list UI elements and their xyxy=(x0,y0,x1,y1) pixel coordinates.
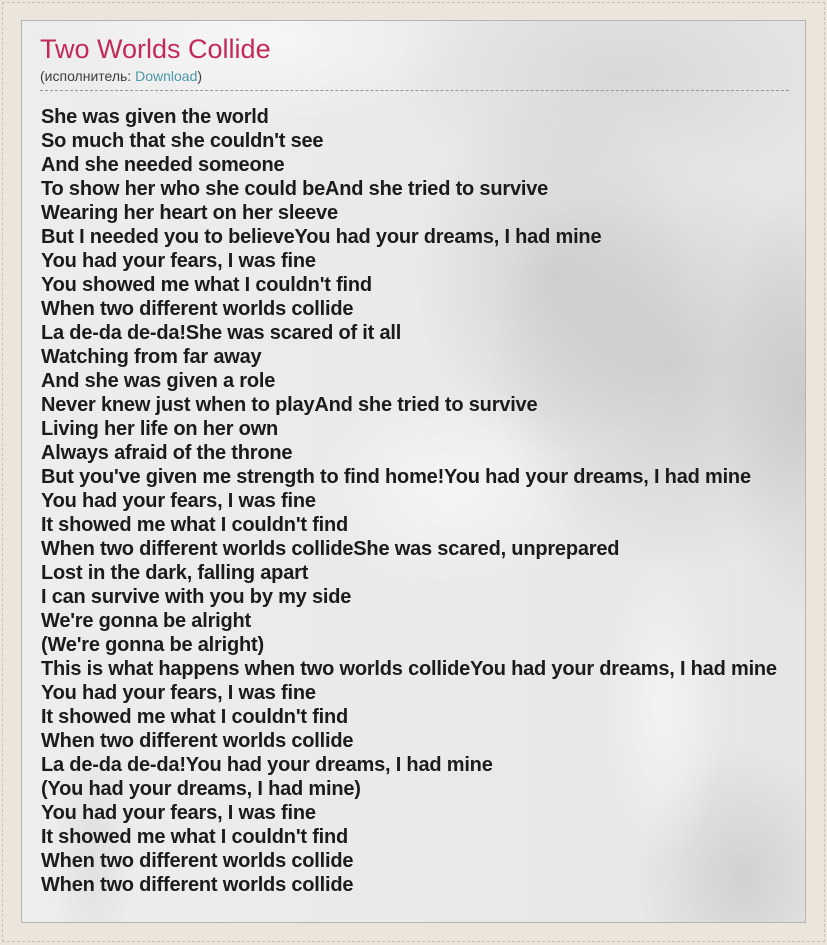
lyric-line: She was given the world xyxy=(41,106,269,128)
lyric-line: To show her who she could beAnd she tried to survive xyxy=(41,178,549,200)
lyric-line: Lost in the dark, falling apart xyxy=(41,562,309,584)
lyric-line: You had your fears, I was fine xyxy=(41,802,316,824)
header-separator xyxy=(40,90,789,91)
lyric-line: When two different worlds collideShe was scared, unprepared xyxy=(41,538,620,560)
lyrics-block xyxy=(22,105,805,897)
lyric-line: When two different worlds collide xyxy=(41,298,354,320)
lyric-line: But I needed you to believeYou had your dreams, I had mine xyxy=(41,226,602,248)
lyric-line: You showed me what I couldn't find xyxy=(41,274,372,296)
lyric-line: La de-da de-da!You had your dreams, I had mine xyxy=(41,754,493,776)
lyric-line: And she needed someone xyxy=(41,154,285,176)
artist-line xyxy=(40,67,789,85)
lyric-line: Wearing her heart on her sleeve xyxy=(41,202,338,224)
lyric-line: Living her life on her own xyxy=(41,418,279,440)
lyric-line: We're gonna be alright xyxy=(41,610,252,632)
lyric-line: When two different worlds collide xyxy=(41,730,354,752)
lyric-line: I can survive with you by my side xyxy=(41,586,352,608)
lyric-line: But you've given me strength to find home!You had your dreams, I had mine xyxy=(41,466,751,488)
artist-link[interactable]: Download xyxy=(135,68,198,84)
lyric-line: Never knew just when to playAnd she tried to survive xyxy=(41,394,538,416)
lyric-line: (You had your dreams, I had mine) xyxy=(41,778,361,800)
artist-label-suffix: ) xyxy=(197,68,203,84)
lyric-line: It showed me what I couldn't find xyxy=(41,706,349,728)
lyric-line: You had your fears, I was fine xyxy=(41,250,316,272)
lyric-line: This is what happens when two worlds collideYou had your dreams, I had mine xyxy=(41,658,777,680)
lyric-line: When two different worlds collide xyxy=(41,874,354,896)
content-box xyxy=(21,20,806,923)
lyric-line: Watching from far away xyxy=(41,346,262,368)
lyric-line: And she was given a role xyxy=(41,370,276,392)
lyric-line: It showed me what I couldn't find xyxy=(41,826,349,848)
artist-label-prefix: (исполнитель: xyxy=(40,68,136,84)
lyric-line: (We're gonna be alright) xyxy=(41,634,264,656)
header xyxy=(22,21,805,91)
lyric-line: When two different worlds collide xyxy=(41,850,354,872)
lyric-line: Always afraid of the throne xyxy=(41,442,293,464)
lyric-line: You had your fears, I was fine xyxy=(41,490,316,512)
lyric-line: La de-da de-da!She was scared of it all xyxy=(41,322,402,344)
page-title: Two Worlds Collide xyxy=(40,34,271,64)
lyric-line: It showed me what I couldn't find xyxy=(41,514,349,536)
lyric-line: You had your fears, I was fine xyxy=(41,682,316,704)
lyric-line: So much that she couldn't see xyxy=(41,130,324,152)
